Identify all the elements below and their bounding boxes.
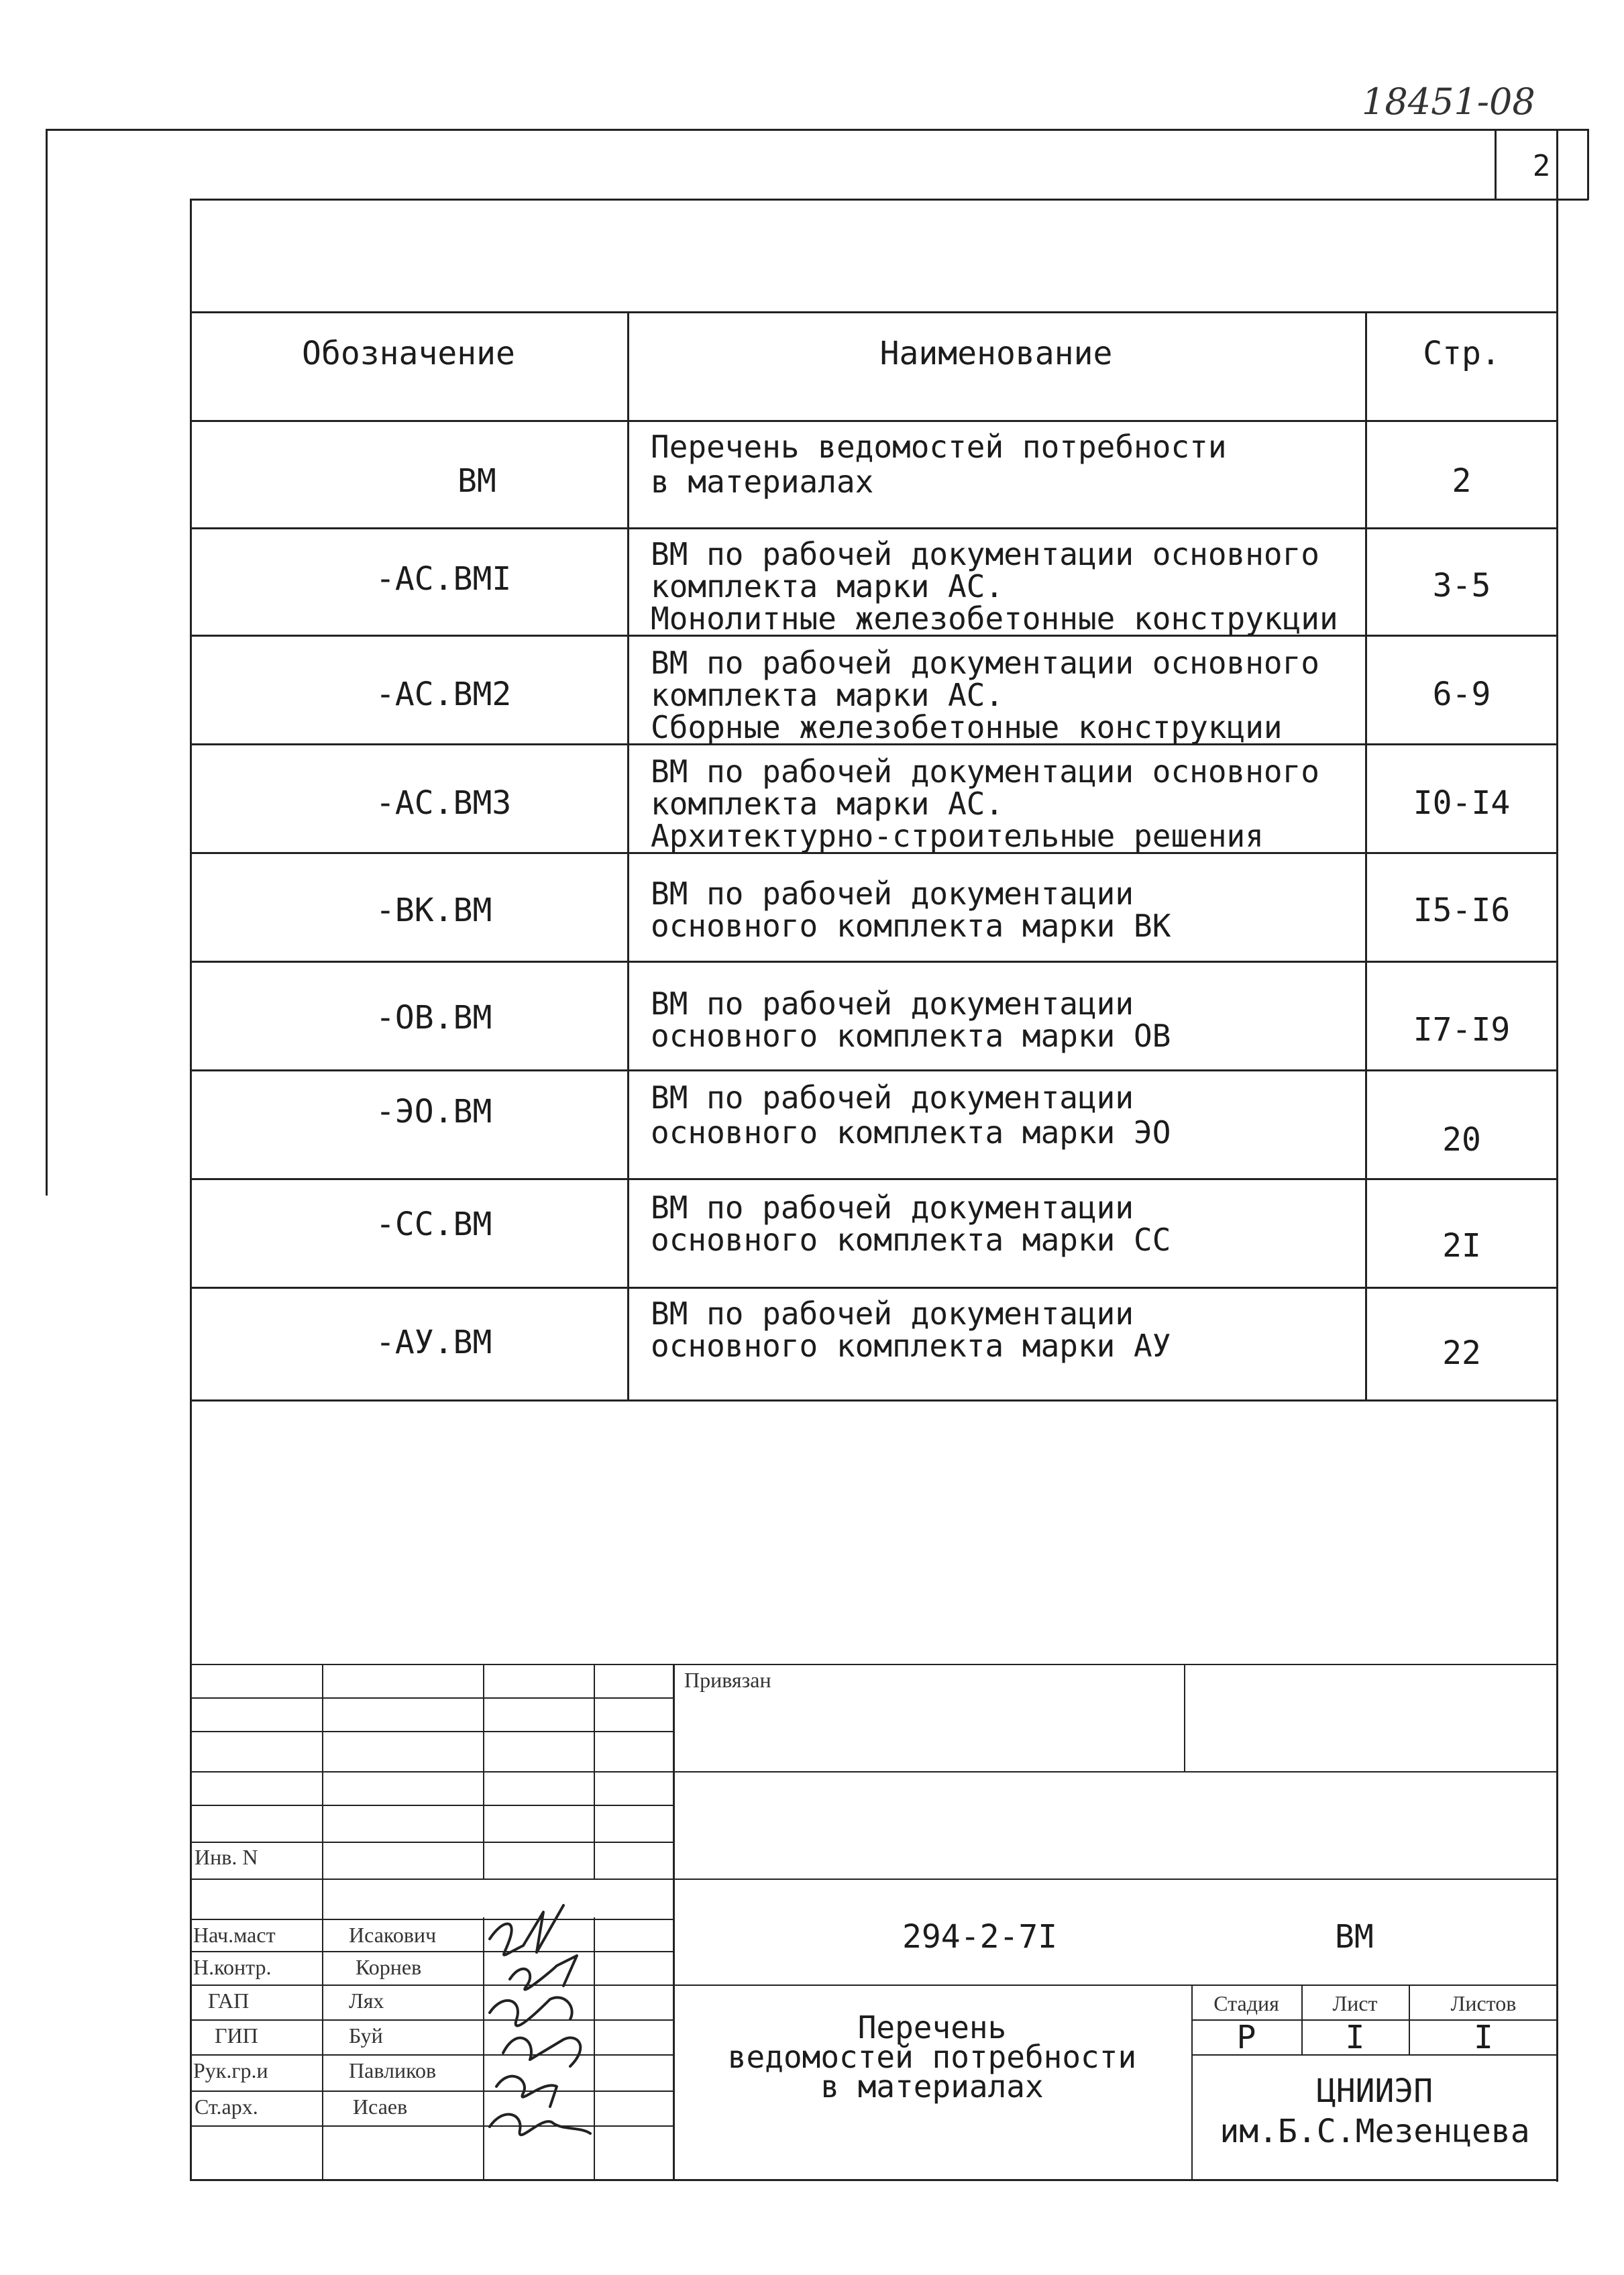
stamp-line — [190, 1879, 1558, 1880]
staff-role: Нач.маст — [193, 1923, 276, 1947]
row-page: 2 — [1452, 462, 1472, 500]
row-page: I7-I9 — [1413, 1011, 1511, 1049]
staff-name: Павликов — [349, 2058, 437, 2082]
row-designation: -ЭО.ВМ — [376, 1093, 492, 1130]
row-sep — [190, 1178, 1558, 1180]
row-sep — [190, 527, 1558, 529]
table-top — [190, 199, 1495, 201]
sheets-header: Листов — [1450, 1991, 1517, 2015]
stage-value: Р — [1236, 2019, 1256, 2056]
row-designation: -ВК.ВМ — [376, 892, 492, 929]
row-name-line: Сборные железобетонные конструкции — [651, 709, 1283, 745]
document-number: 18451-08 — [1362, 81, 1535, 123]
stamp-vline — [1184, 1664, 1185, 1771]
row-name-line: ВМ по рабочей документации — [651, 1079, 1134, 1116]
staff-name: Исаев — [353, 2095, 408, 2119]
organization-name-line2: им.Б.С.Мезенцева — [1220, 2113, 1530, 2150]
row-sep — [190, 1287, 1558, 1289]
row-name-line: ВМ по рабочей документации основного — [651, 645, 1319, 681]
row-name-line: Монолитные железобетонные конструкции — [651, 600, 1338, 637]
sheets-value: I — [1474, 2019, 1493, 2056]
row-page: 20 — [1442, 1121, 1481, 1159]
header-name: Наименование — [879, 335, 1113, 372]
row-sep — [190, 961, 1558, 963]
row-sep — [190, 1399, 1558, 1401]
stamp-line — [190, 1731, 673, 1732]
staff-name: Лях — [349, 1989, 384, 2013]
sheet-box-bottom — [1495, 199, 1588, 201]
header-top — [190, 311, 1558, 313]
row-page: 22 — [1442, 1334, 1481, 1372]
linked-label: Привязан — [684, 1668, 771, 1692]
staff-role: ГАП — [208, 1989, 250, 2013]
staff-name: Корнев — [356, 1955, 422, 1979]
row-name-line: комплекта марки АС. — [651, 568, 1004, 604]
outer-frame-top — [46, 129, 1588, 131]
sheet-header: Лист — [1332, 1991, 1378, 2015]
header-designation: Обозначение — [302, 335, 515, 372]
inventory-label: Инв. N — [195, 1845, 258, 1869]
row-name-line: основного комплекта марки АУ — [651, 1328, 1171, 1364]
stage-header: Стадия — [1213, 1991, 1279, 2015]
staff-name: Исакович — [349, 1923, 437, 1947]
stamp-line — [190, 1985, 1558, 1986]
stamp-line — [190, 1842, 673, 1843]
sheet-value: I — [1345, 2019, 1365, 2056]
header-page: Стр. — [1423, 335, 1501, 372]
row-name-line: комплекта марки АС. — [651, 677, 1004, 713]
row-page: 3-5 — [1432, 567, 1491, 604]
document-title-line: ведомостей потребности — [727, 2039, 1137, 2075]
row-designation: -АС.ВМ3 — [376, 784, 512, 822]
stamp-vline — [594, 1664, 595, 1879]
staff-role: Ст.арх. — [195, 2095, 258, 2119]
row-name-line: в материалах — [651, 464, 874, 500]
row-designation: -СС.ВМ — [376, 1206, 492, 1243]
stamp-vline — [322, 1664, 323, 2179]
table-left — [190, 199, 192, 2180]
row-designation: -АС.ВМI — [376, 560, 512, 598]
staff-role: ГИП — [215, 2023, 258, 2048]
staff-name: Буй — [349, 2023, 383, 2048]
row-name-line: Архитектурно-строительные решения — [651, 818, 1264, 854]
stamp-line — [190, 1697, 673, 1699]
project-code: 294-2-7I — [902, 1918, 1058, 1956]
stamp-line — [190, 1664, 1558, 1665]
row-page: 6-9 — [1432, 676, 1491, 713]
row-name-line: Перечень ведомостей потребности — [651, 429, 1227, 465]
row-name-line: комплекта марки АС. — [651, 786, 1004, 822]
row-page: I0-I4 — [1413, 784, 1511, 822]
row-name-line: ВМ по рабочей документации — [651, 1295, 1134, 1332]
staff-role: Н.контр. — [193, 1955, 272, 1979]
sheet-number: 2 — [1532, 149, 1551, 183]
row-name-line: основного комплекта марки ОВ — [651, 1018, 1171, 1054]
stamp-bottom — [190, 2179, 1558, 2181]
stamp-line — [673, 1771, 1558, 1773]
row-designation: -АУ.ВМ — [376, 1324, 492, 1361]
document-title-line: в материалах — [820, 2068, 1044, 2105]
row-page: I5-I6 — [1413, 892, 1511, 929]
row-name-line: ВМ по рабочей документации — [651, 876, 1134, 912]
row-name-line: основного комплекта марки СС — [651, 1222, 1171, 1258]
staff-role: Рук.гр.и — [193, 2058, 268, 2082]
row-designation: -ОВ.ВМ — [376, 999, 492, 1037]
col-divider-1 — [627, 311, 629, 1401]
stamp-line — [190, 1805, 673, 1806]
document-mark: ВМ — [1335, 1918, 1374, 1956]
outer-frame-left — [46, 129, 48, 1196]
row-name-line: ВМ по рабочей документации основного — [651, 536, 1319, 572]
stamp-vline — [483, 1664, 484, 1879]
signatures-image — [463, 1892, 617, 2160]
row-name-line: основного комплекта марки ЭО — [651, 1114, 1171, 1151]
row-name-line: основного комплекта марки ВК — [651, 908, 1171, 944]
row-name-line: ВМ по рабочей документации основного — [651, 753, 1319, 790]
row-name-line: ВМ по рабочей документации — [651, 986, 1134, 1022]
header-bottom — [190, 420, 1558, 422]
row-name-line: ВМ по рабочей документации — [651, 1189, 1134, 1226]
organization-name: ЦНИИЭП — [1316, 2072, 1433, 2110]
document-title-line: Перечень — [857, 2009, 1007, 2046]
row-designation: ВМ — [457, 462, 496, 500]
row-page: 2I — [1442, 1227, 1481, 1265]
stamp-line — [190, 1771, 673, 1773]
row-designation: -АС.ВМ2 — [376, 676, 512, 713]
row-sep — [190, 1069, 1558, 1071]
